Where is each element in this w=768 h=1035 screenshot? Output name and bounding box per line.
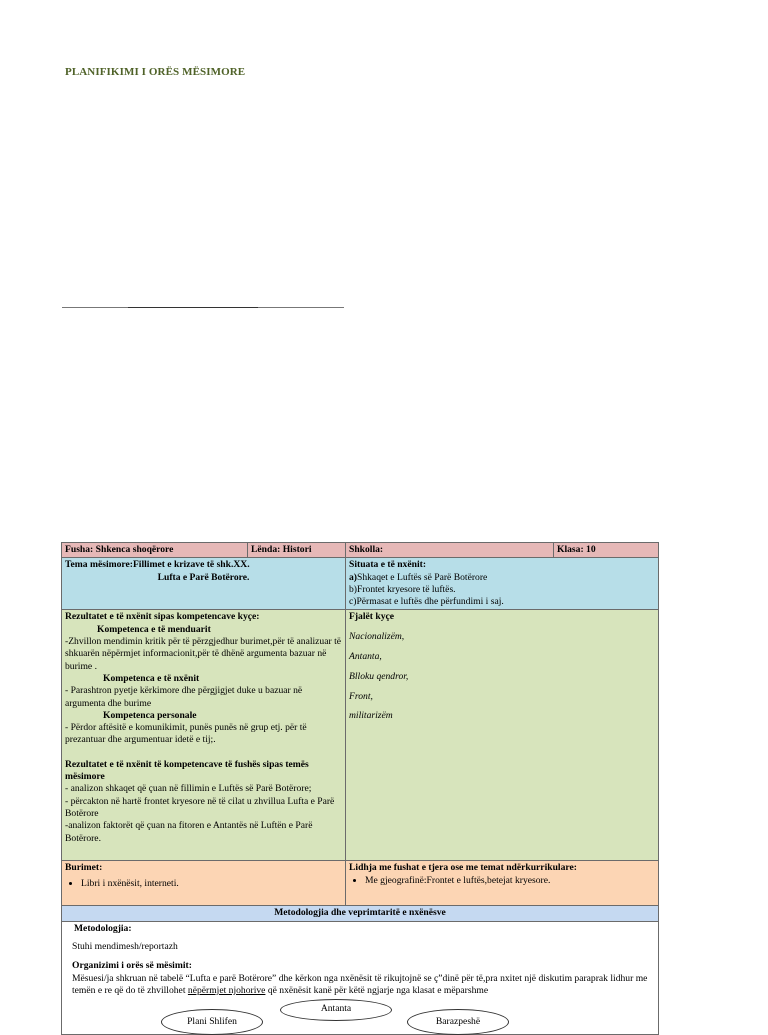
- organizimi-label: Organizimi i orës së mësimit:: [72, 960, 192, 972]
- rezultatet-heading: Rezultatet e të nxënit sipas kompetencave kyçe:: [65, 611, 260, 623]
- keyword-item: Blloku qendror,: [349, 670, 409, 682]
- lidhja-list: [349, 875, 655, 887]
- organizimi-text: Mësuesi/ja shkruan në tabelë “Lufta e parë Botërore” dhe kërkon nga nxënësit të rikujtojnë se ç”dinë për të,pra nxitet një diskutim paraprak lidhur me temën e re që do të zhvillohet nëpërmjet njohorive që nxënësit kanë për këtë ngjarje nga klasat e mëparshme: [72, 972, 648, 996]
- komp-nxenit-text: - Parashtron pyetje kërkimore dhe përgjigjet duke u bazuar në argumenta dhe burime: [65, 685, 303, 709]
- cell-metodologjia: [62, 921, 659, 1034]
- lesson-plan-table: [61, 542, 659, 1035]
- lidhja-label: Lidhja me fushat e tjera ose me temat ndërkurrikulare:: [349, 862, 577, 874]
- fusha-item: - analizon shkaqet që çuan në fillimin e Luftës së Parë Botërore;: [65, 783, 312, 795]
- cell-lidhja: [346, 861, 659, 906]
- situata-label: Situata e të nxënit:: [349, 559, 427, 571]
- concept-ovals: [65, 999, 655, 1033]
- cell-rezultatet: [62, 610, 346, 861]
- oval-barazpeshe: Barazpeshë: [407, 1009, 509, 1035]
- cell-situata: [346, 558, 659, 610]
- komp-personale-label: Kompetenca personale: [103, 709, 197, 721]
- document-title: PLANIFIKIMI I ORËS MËSIMORE: [65, 66, 246, 78]
- cell-klasa: Klasa: 10: [554, 543, 659, 558]
- komp-menduarit-label: Kompetenca e të menduarit: [97, 623, 211, 635]
- cell-fusha: Fusha: Shkenca shoqërore: [62, 543, 248, 558]
- lidhja-item: • Me gjeografinë:Frontet e luftës,betejat kryesore.: [365, 875, 655, 887]
- keyword-item: Nacionalizëm,: [349, 631, 405, 643]
- cell-fjalet: [346, 610, 659, 861]
- oval-plani-shlifen: Plani Shlifen: [161, 1009, 263, 1035]
- situata-item: a)Shkaqet e Luftës së Parë Botërore: [349, 571, 488, 583]
- horizontal-rule-mid: [128, 307, 258, 308]
- oval-antanta: Antanta: [280, 999, 392, 1021]
- komp-menduarit-text: -Zhvillon mendimin kritik për të përzgjedhur burimet,për të analizuar të shkuarën nëpërmjet informacionit,për të dhënë argumenta bazuar në burime .: [65, 636, 341, 672]
- tema-line1: Tema mësimore:Fillimet e krizave të shk.XX.: [65, 559, 250, 571]
- keyword-item: Front,: [349, 690, 373, 702]
- tema-line2: Lufta e Parë Botërore.: [157, 571, 250, 583]
- cell-shkolla: Shkolla:: [346, 543, 554, 558]
- metodologjia-text: Stuhi mendimesh/reportazh: [72, 941, 178, 953]
- burimet-label: Burimet:: [65, 862, 103, 874]
- cell-tema: [62, 558, 346, 610]
- metodologjia-label: Metodologjia:: [74, 922, 132, 934]
- fusha-heading: Rezultatet e të nxënit të kompetencave të fushës sipas temës mësimore: [65, 758, 309, 783]
- keyword-item: Antanta,: [349, 651, 382, 663]
- keyword-item: militarizëm: [349, 710, 393, 722]
- metodologjia-header: Metodologjia dhe veprimtaritë e nxënësve: [62, 906, 659, 921]
- cell-burimet: [62, 861, 346, 906]
- cell-lenda: Lënda: Histori: [248, 543, 346, 558]
- fusha-item: - përcakton në hartë frontet kryesore në të cilat u zhvillua Lufta e Parë Botërore: [65, 795, 335, 819]
- fusha-item: -analizon faktorët që çuan na fitoren e Antantës në Luftën e Parë Botërore.: [65, 820, 313, 844]
- fjalet-label: Fjalët kyçe: [349, 611, 395, 623]
- komp-nxenit-label: Kompetenca e të nxënit: [103, 672, 200, 684]
- burimet-list: [65, 878, 342, 890]
- burimet-item: • Libri i nxënësit, interneti.: [81, 878, 342, 890]
- komp-personale-text: - Përdor aftësitë e komunikimit, punës punës në grup etj. për të prezantuar dhe argumentuar idetë e tij;.: [65, 722, 307, 746]
- situata-item: c)Përmasat e luftës dhe përfundimi i saj.: [349, 596, 504, 608]
- situata-item: b)Frontet kryesore të luftës.: [349, 583, 456, 595]
